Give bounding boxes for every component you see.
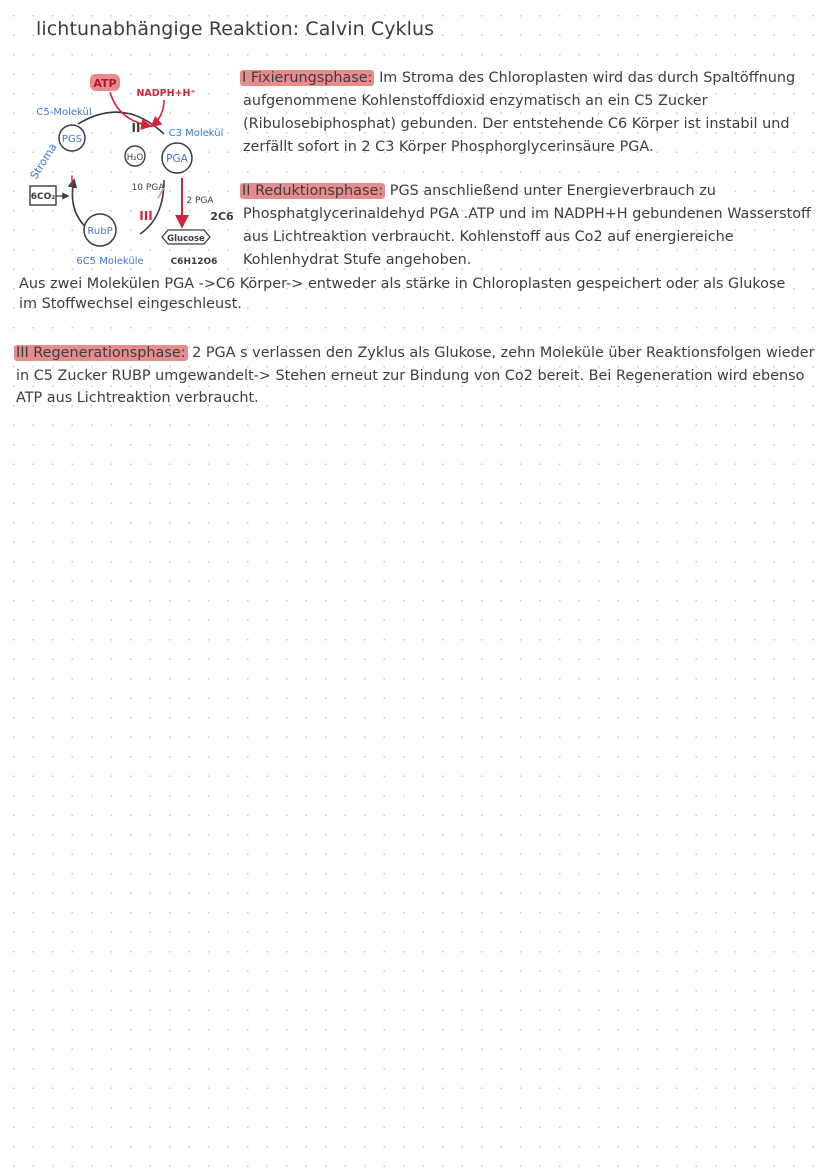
section-3-line-1 — [14, 342, 815, 365]
section-3-heading: III Regenerationsphase: — [16, 345, 186, 361]
c6-label: 2C6 — [210, 210, 234, 223]
pga-2-label: 2 PGA — [186, 196, 214, 206]
pga-label: PGA — [166, 153, 188, 165]
section-1-heading: I Fixierungsphase: — [242, 70, 373, 86]
h2o-label: H₂O — [126, 153, 144, 163]
section-2-line-2: Phosphatglycerinaldehyd PGA .ATP und im NADPH+H gebundenen Wasserstoff — [243, 206, 811, 222]
section-1-line-4: zerfällt sofort in 2 C3 Körper Phosphorglycerinsäure PGA. — [243, 139, 654, 155]
section-3-text-1: 2 PGA s verlassen den Zyklus als Glukose, zehn Moleküle über Reaktionsfolgen wieder — [192, 345, 815, 361]
co2-label: 6CO₂ — [30, 192, 56, 202]
section-1-line-3: (Ribulosebiphosphat) gebunden. Der entstehende C6 Körper ist instabil und — [243, 116, 790, 132]
pgs-label: PGS — [61, 134, 83, 145]
roman-1: I — [69, 174, 75, 190]
section-2-text-1: PGS anschließend unter Energieverbrauch zu — [389, 183, 716, 199]
atp-label: ATP — [93, 77, 117, 90]
roman-3: III — [139, 209, 153, 223]
c3-label: C3 Molekül — [168, 128, 224, 139]
section-2-heading: II Reduktionsphase: — [242, 183, 384, 199]
c5-molecules-label: 6C5 Moleküle — [76, 256, 144, 267]
section-3-line-3: ATP aus Lichtreaktion verbraucht. — [16, 390, 259, 406]
page-title: lichtunabhängige Reaktion: Calvin Cyklus — [36, 18, 435, 40]
section-2-line-3: aus Lichtreaktion verbraucht. Kohlenstoff aus Co2 auf energiereiche — [243, 229, 734, 245]
section-1-text-1: Im Stroma des Chloroplasten wird das durch Spaltöffnung — [379, 70, 796, 86]
roman-2: II — [131, 121, 141, 135]
calvin-cycle-diagram — [14, 68, 242, 274]
section-1-line-1 — [240, 67, 795, 90]
rubp-label: RubP — [87, 226, 113, 237]
summary-line-1: Aus zwei Molekülen PGA ->C6 Körper-> entweder als stärke in Chloroplasten gespeichert oder als Glukose — [19, 276, 786, 292]
c5-label: C5-Molekül — [36, 107, 92, 118]
c6h12o6-label: C6H12O6 — [170, 257, 218, 267]
nadph-label: NADPH+H⁺ — [136, 88, 196, 99]
pga-10-label: 10 PGA — [131, 183, 165, 193]
stroma-label: Stroma — [27, 140, 60, 182]
summary-line-2: im Stoffwechsel eingeschleust. — [19, 296, 242, 312]
section-2-line-1 — [240, 180, 716, 203]
section-2-line-4: Kohlenhydrat Stufe angehoben. — [243, 252, 472, 268]
glucose-label: Glucose — [167, 234, 205, 244]
section-1-line-2: aufgenommene Kohlenstoffdioxid enzymatisch an ein C5 Zucker — [243, 93, 708, 109]
section-3-line-2: in C5 Zucker RUBP umgewandelt-> Stehen erneut zur Bindung von Co2 bereit. Bei Regeneration wird ebenso — [16, 368, 805, 384]
